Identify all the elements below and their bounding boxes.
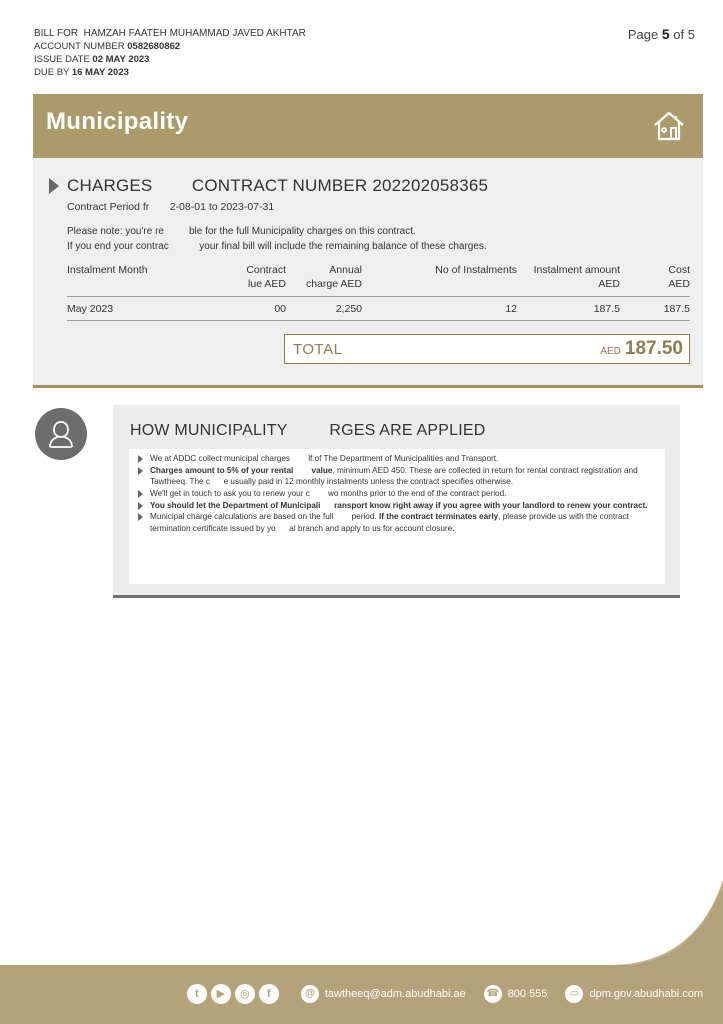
total-value bbox=[600, 338, 683, 360]
col-contract-l2: lue AED bbox=[248, 278, 286, 290]
col-annual-l1: Annual bbox=[329, 264, 362, 276]
col-contract-l1: Contract bbox=[246, 264, 286, 276]
home-icon bbox=[651, 108, 687, 144]
how-list bbox=[135, 453, 657, 534]
col-cost bbox=[668, 263, 690, 291]
page-total: 5 bbox=[687, 27, 695, 42]
footer-website[interactable]: dpm.gov.abudhabi.com bbox=[589, 988, 703, 1000]
list-item bbox=[135, 465, 657, 487]
page-label: Page bbox=[627, 27, 659, 42]
total-currency: AED bbox=[600, 346, 621, 357]
list-item bbox=[135, 500, 657, 511]
website-icon: ▭ bbox=[565, 985, 583, 1003]
total-box bbox=[284, 334, 690, 364]
footer bbox=[0, 965, 723, 1024]
person-icon bbox=[35, 408, 87, 460]
col-annual-l2: charge AED bbox=[305, 278, 362, 290]
due-line bbox=[34, 66, 306, 79]
bill-for-label: BILL FOR bbox=[34, 28, 79, 39]
charges-note bbox=[67, 224, 487, 254]
note-line-2 bbox=[67, 239, 487, 254]
b1-b: lf of The Department of Municipalities and Transport. bbox=[308, 454, 499, 463]
period-prefix: Contract Period fr bbox=[67, 201, 150, 213]
phone-icon: ☎ bbox=[484, 985, 502, 1003]
note-line-1 bbox=[67, 224, 487, 239]
b5-c: , please provide us with the contract termination certificate issued by yo bbox=[150, 512, 629, 533]
email-icon: @ bbox=[301, 985, 319, 1003]
how-applied-section bbox=[113, 405, 680, 598]
cell-contract: 00 bbox=[274, 303, 286, 315]
b5-d: al branch and apply to us for account closure. bbox=[289, 523, 455, 533]
col-inst-l1: Instalment amount bbox=[533, 264, 620, 276]
period-suffix: 2-08-01 to 2023-07-31 bbox=[169, 201, 275, 213]
account-line bbox=[34, 40, 306, 53]
cell-month: May 2023 bbox=[67, 303, 114, 315]
cell-inst: 187.5 bbox=[593, 303, 620, 315]
col-inst-l2: AED bbox=[598, 278, 620, 290]
municipality-banner bbox=[33, 94, 703, 158]
triangle-bullet-icon bbox=[49, 178, 59, 194]
footer-contacts bbox=[187, 984, 703, 1004]
col-num: No of Instalments bbox=[435, 264, 517, 276]
due-date: 16 MAY 2023 bbox=[71, 67, 129, 78]
cell-cost: 187.5 bbox=[663, 303, 690, 315]
col-cost-l1: Cost bbox=[668, 264, 690, 276]
col-month: Instalment Month bbox=[67, 264, 148, 276]
b2-rest: , minimum AED 450. These are collected in return for rental contract registration and Tawtheeq. The c bbox=[150, 465, 638, 486]
list-item bbox=[135, 453, 657, 464]
charges-title-suffix: CONTRACT NUMBER 202202058365 bbox=[191, 176, 489, 195]
account-number: 0582680862 bbox=[127, 41, 181, 52]
facebook-icon[interactable]: f bbox=[259, 984, 279, 1004]
list-item bbox=[135, 511, 657, 533]
b2-rest2: e usually paid in 12 monthly instalments unless the contract specifies otherwise. bbox=[223, 477, 514, 486]
col-cost-l2: AED bbox=[668, 278, 690, 290]
instagram-icon[interactable]: ◎ bbox=[235, 984, 255, 1004]
how-title-a: HOW MUNICIPALITY bbox=[130, 422, 288, 439]
cell-num: 12 bbox=[505, 303, 517, 315]
b5-a: Municipal charge calculations are based on the full bbox=[150, 512, 334, 522]
col-contract bbox=[246, 263, 286, 291]
charges-title bbox=[67, 176, 488, 196]
how-title-b: RGES ARE APPLIED bbox=[329, 422, 486, 439]
b2-bold: Charges amount to 5% of your rental bbox=[150, 465, 294, 475]
footer-email[interactable]: tawtheeq@adm.abudhabi.ae bbox=[324, 988, 466, 1000]
charges-title-prefix: CHARGES bbox=[67, 176, 153, 195]
table-row bbox=[67, 297, 690, 321]
note-line-2a: If you end your contrac bbox=[67, 241, 169, 252]
note-line-1a: Please note: you're re bbox=[67, 226, 164, 237]
b3-a: We'll get in touch to ask you to renew your c bbox=[150, 488, 310, 498]
cell-annual: 2,250 bbox=[335, 303, 362, 315]
b2-bold2: value bbox=[311, 465, 333, 475]
due-label: DUE BY bbox=[34, 67, 70, 78]
b5-bold: If the contract terminates early bbox=[378, 512, 499, 522]
issue-line bbox=[34, 53, 306, 66]
charges-heading bbox=[49, 176, 488, 196]
page-number bbox=[628, 26, 695, 42]
note-line-1b: ble for the full Municipality charges on this contract. bbox=[188, 226, 416, 237]
b1-a: We at ADDC collect municipal charges bbox=[150, 454, 291, 463]
account-label: ACCOUNT NUMBER bbox=[34, 41, 125, 52]
how-box bbox=[129, 449, 665, 584]
table-header bbox=[67, 261, 690, 297]
charges-panel bbox=[33, 158, 703, 388]
total-amount: 187.50 bbox=[624, 338, 683, 359]
issue-label: ISSUE DATE bbox=[34, 54, 90, 65]
page-of: of bbox=[673, 27, 685, 42]
list-item bbox=[135, 488, 657, 499]
note-line-2b: your final bill will include the remaining balance of these charges. bbox=[199, 241, 487, 252]
col-annual bbox=[306, 263, 362, 291]
page-current: 5 bbox=[661, 26, 670, 42]
b5-b: period. bbox=[351, 512, 377, 522]
bill-meta bbox=[34, 27, 306, 79]
instalment-table bbox=[67, 261, 690, 321]
b4-b: ransport know right away if you agree with your landlord to renew your contract. bbox=[334, 500, 648, 510]
issue-date: 02 MAY 2023 bbox=[92, 54, 150, 65]
total-label: TOTAL bbox=[293, 341, 343, 358]
how-title bbox=[130, 422, 486, 440]
b4-a: You should let the Department of Municipali bbox=[150, 500, 321, 510]
bill-for-name: HAMZAH FAATEH MUHAMMAD JAVED AKHTAR bbox=[83, 28, 306, 39]
twitter-icon[interactable]: t bbox=[187, 984, 207, 1004]
contract-period bbox=[67, 201, 274, 213]
col-inst bbox=[534, 263, 620, 291]
bill-for-line bbox=[34, 27, 306, 40]
footer-phone[interactable]: 800 555 bbox=[507, 988, 548, 1000]
banner-title: Municipality bbox=[46, 108, 189, 135]
youtube-icon[interactable]: ▶ bbox=[211, 984, 231, 1004]
b3-b: wo months prior to the end of the contract period. bbox=[328, 488, 507, 498]
